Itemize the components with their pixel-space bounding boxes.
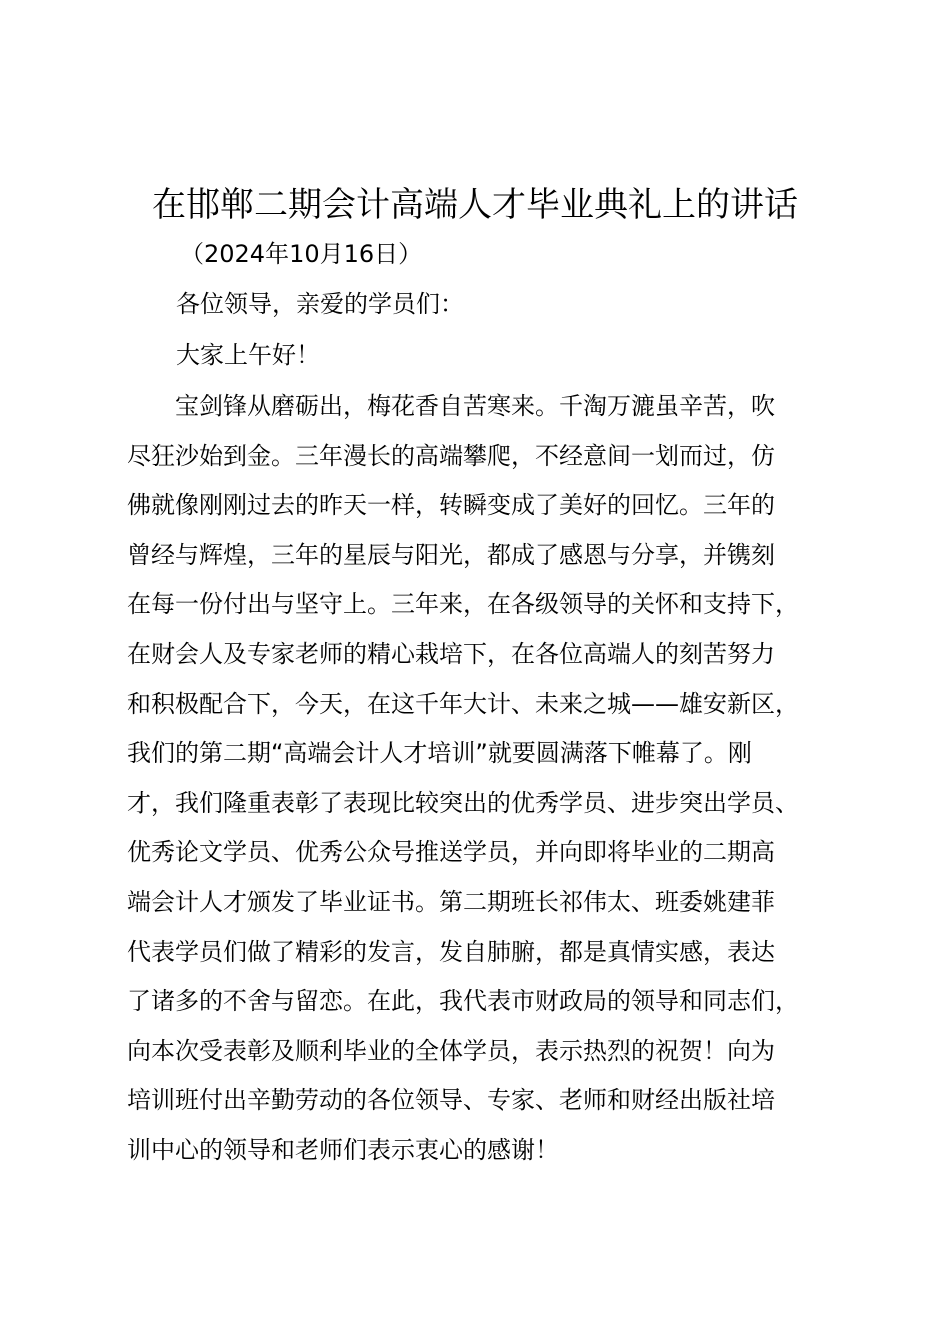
salutation: 各位领导，亲爱的学员们： <box>176 290 464 318</box>
speech-date: （2024年10月16日） <box>180 240 423 268</box>
paragraph-line: 才，我们隆重表彰了表现比较突出的优秀学员、进步突出学员、 <box>127 788 799 817</box>
paragraph-line: 培训班付出辛勤劳动的各位领导、专家、老师和财经出版社培 <box>127 1086 775 1115</box>
paragraph-line: 和积极配合下，今天，在这千年大计、未来之城——雄安新区， <box>127 689 799 718</box>
paragraph-line: 曾经与辉煌，三年的星辰与阳光，都成了感恩与分享，并镌刻 <box>127 540 775 569</box>
paragraph-line: 了诸多的不舍与留恋。在此，我代表市财政局的领导和同志们， <box>127 987 799 1016</box>
greeting: 大家上午好！ <box>176 341 320 369</box>
paragraph-line: 训中心的领导和老师们表示衷心的感谢！ <box>127 1135 559 1164</box>
paragraph-line: 在每一份付出与坚守上。三年来，在各级领导的关怀和支持下， <box>127 590 799 619</box>
body-paragraph <box>127 386 857 1180</box>
paragraph-line: 尽狂沙始到金。三年漫长的高端攀爬，不经意间一划而过，仿 <box>127 441 775 470</box>
paragraph-line: 在财会人及专家老师的精心栽培下，在各位高端人的刻苦努力 <box>127 639 775 668</box>
speech-title: 在邯郸二期会计高端人才毕业典礼上的讲话 <box>152 185 798 225</box>
paragraph-line: 代表学员们做了精彩的发言，发自肺腑，都是真情实感，表达 <box>127 937 775 966</box>
paragraph-line: 我们的第二期“高端会计人才培训”就要圆满落下帷幕了。刚 <box>127 739 752 768</box>
paragraph-line: 向本次受表彰及顺利毕业的全体学员，表示热烈的祝贺！向为 <box>127 1036 775 1065</box>
paragraph-line: 端会计人才颁发了毕业证书。第二期班长祁伟太、班委姚建菲 <box>127 887 775 916</box>
paragraph-line: 优秀论文学员、优秀公众号推送学员，并向即将毕业的二期高 <box>127 838 775 867</box>
paragraph-line: 佛就像刚刚过去的昨天一样，转瞬变成了美好的回忆。三年的 <box>127 491 775 520</box>
paragraph-line: 宝剑锋从磨砺出，梅花香自苦寒来。千淘万漉虽辛苦，吹 <box>175 392 775 420</box>
